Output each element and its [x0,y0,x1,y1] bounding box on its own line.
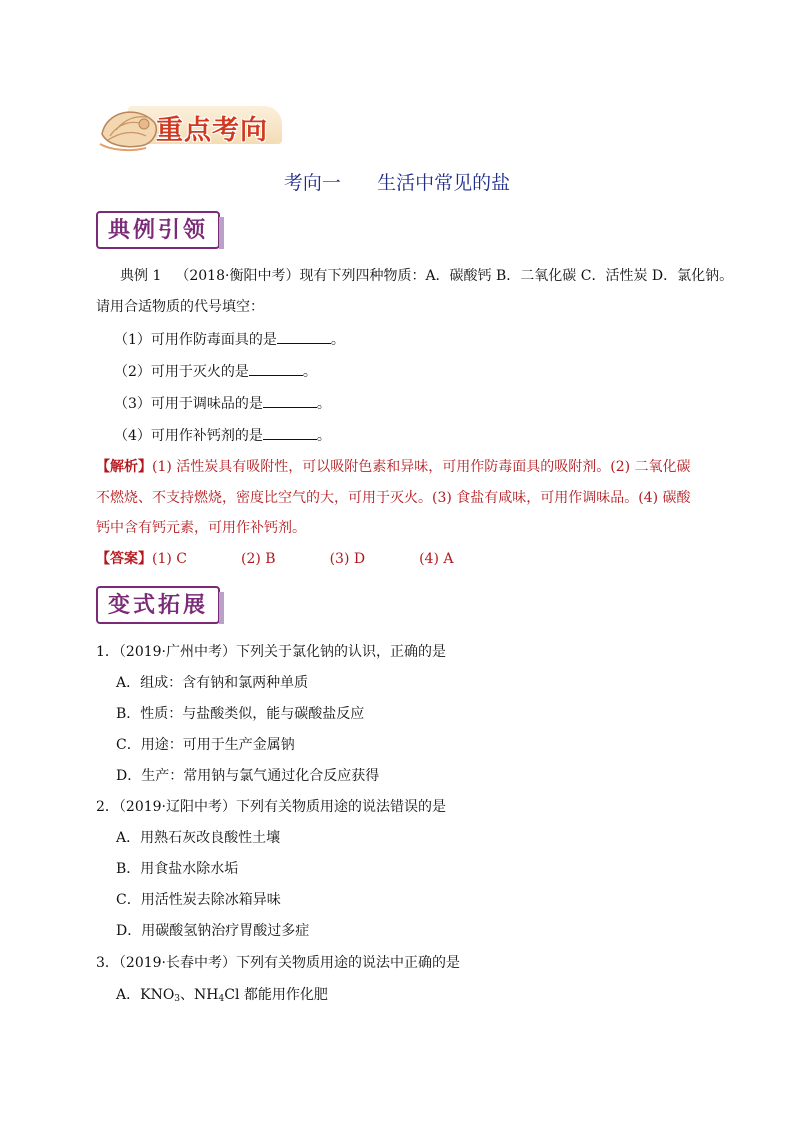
analysis-text1: (1) 活性炭具有吸附性，可以吸附色素和异味，可用作防毒面具的吸附剂。(2) 二氧化碳 [152,459,691,475]
q2-period: 。 [302,364,317,380]
q2-text: （2）可用于灭火的是 [114,364,249,380]
q3a-part1: A．KNO [116,987,175,1003]
question-2-option-c: C．用活性炭去除冰箱异味 [116,892,281,908]
example-q3 [114,393,331,414]
answer-line [96,549,454,569]
answer-4: (4) A [419,551,454,567]
example-q1 [114,329,345,350]
example-q4 [114,425,331,446]
q4-blank [263,425,317,440]
question-3-stem: 3．（2019·长春中考）下列有关物质用途的说法中正确的是 [96,955,460,971]
q3-text: （3）可用于调味品的是 [114,396,263,412]
analysis-line1 [96,457,691,477]
example-box-label: 典例引领 [96,211,220,249]
variant-box-label: 变式拓展 [96,586,220,624]
question-2-stem: 2．（2019·辽阳中考）下列有关物质用途的说法错误的是 [96,799,446,815]
q2-blank [249,361,303,376]
q3a-part2: 、NH [180,987,219,1003]
analysis-line2: 不燃烧、不支持燃烧，密度比空气的大，可用于灭火。(3) 食盐有咸味，可用作调味品。(4) 碳酸 [96,490,691,506]
question-1-option-d: D．生产：常用钠与氯气通过化合反应获得 [116,768,380,784]
example-q2 [114,361,317,382]
answer-2: (2) B [241,551,276,567]
analysis-line3: 钙中含有钙元素，可用作补钙剂。 [96,520,306,536]
q3a-part3: Cl 都能用作化肥 [224,987,328,1003]
q3-blank [263,393,317,408]
q1-period: 。 [330,332,345,348]
q3a-sub2: 4 [218,994,225,1004]
question-3-option-a [116,985,328,1009]
question-1-option-b: B．性质：与盐酸类似，能与碳酸盐反应 [116,706,365,722]
q4-period: 。 [316,428,331,444]
analysis-tag: 【解析】 [96,459,152,475]
banner-title: 重点考向 [156,115,268,146]
q4-text: （4）可用作补钙剂的是 [114,428,263,444]
question-1-stem: 1．（2019·广州中考）下列关于氯化钠的认识，正确的是 [96,644,446,660]
question-2-option-b: B．用食盐水除水垢 [116,861,239,877]
q1-blank [277,329,331,344]
example-stem-text: （2018·衡阳中考）现有下列四种物质：A．碳酸钙 B．二氧化碳 C．活性炭 D．氯化钠。 [175,268,734,284]
q1-text: （1）可用作防毒面具的是 [114,332,277,348]
question-2-option-a: A．用熟石灰改良酸性土壤 [116,830,281,846]
example-label: 典例 1 [120,268,162,284]
answer-1: (1) C [152,551,187,567]
question-1-option-a: A．组成：含有钠和氯两种单质 [116,675,309,691]
section-title: 考向一 生活中常见的盐 [283,172,511,194]
q3-period: 。 [316,396,331,412]
question-2-option-d: D．用碳酸氢钠治疗胃酸过多症 [116,923,310,939]
q3a-sub1: 3 [174,994,181,1004]
question-1-option-c: C．用途：可用于生产金属钠 [116,737,295,753]
example-stem-line2: 请用合适物质的代号填空： [96,299,264,315]
answer-3: (3) D [329,551,366,567]
example-stem-line1 [120,266,733,286]
section-banner [96,100,286,154]
answer-tag: 【答案】 [96,551,152,567]
